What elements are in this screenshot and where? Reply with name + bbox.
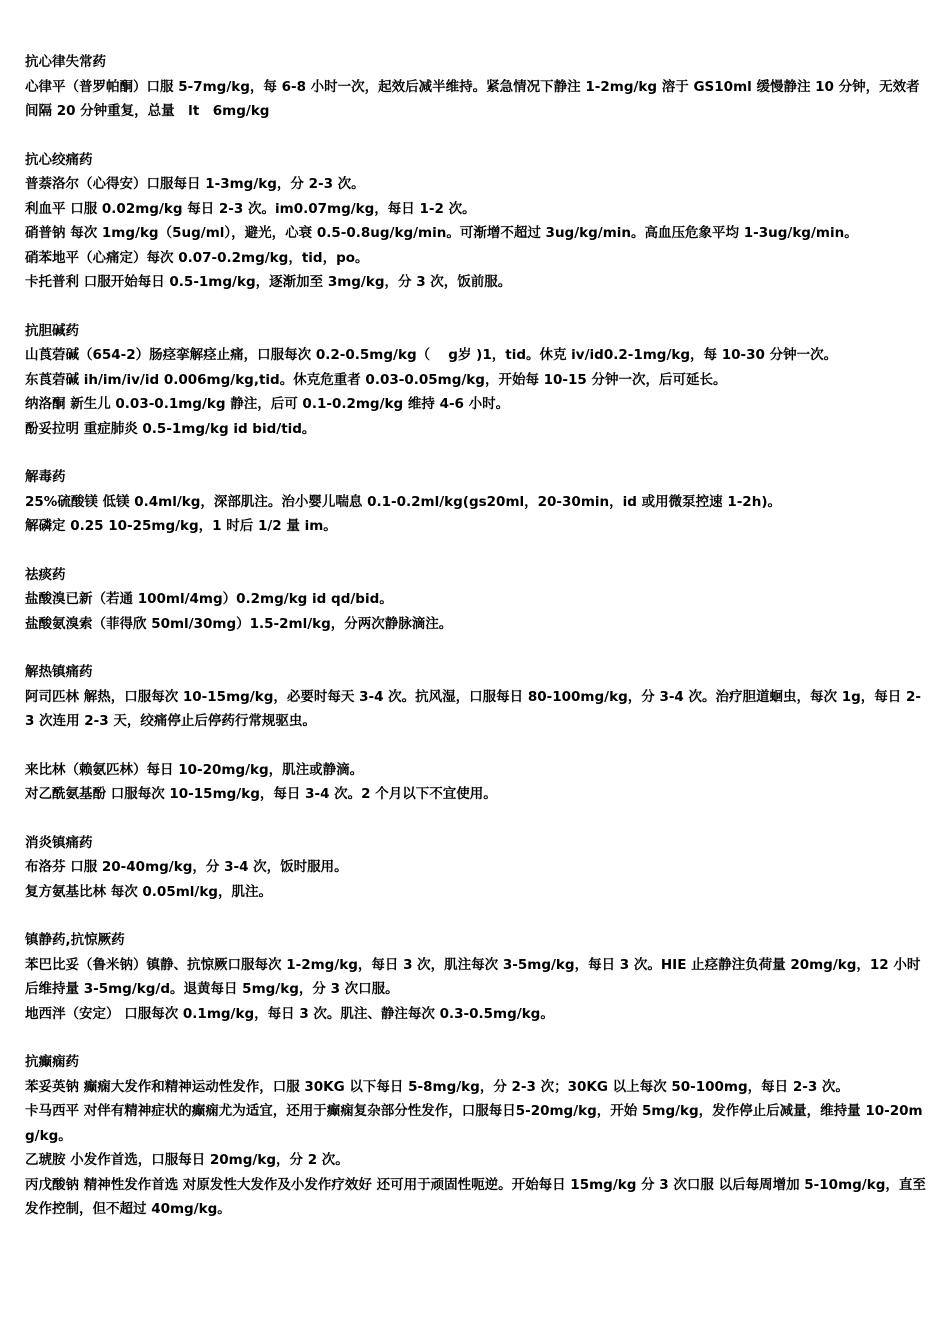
drug-entry: 东莨菪碱 ih/im/iv/id 0.006mg/kg,tid。休克危重者 0.03-0.05mg/kg，开始每 10-15 分钟一次，后可延长。 — [25, 371, 727, 388]
drug-entry: 卡马西平 对伴有精神症状的癫痫尤为适宜，还用于癫痫复杂部分性发作，口服每日5-20mg/kg，开始 5mg/kg，发作停止后减量，维持量 10-20mg/kg。 — [25, 1103, 923, 1144]
drug-entry: 25%硫酸镁 低镁 0.4ml/kg，深部肌注。治小婴儿喘息 0.1-0.2ml/kg(gs20ml，20-30min，id 或用微泵控速 1-2h)。 — [25, 493, 781, 510]
section-anti-inflammatory-analgesic — [25, 831, 930, 905]
section-heading: 解热镇痛药 — [25, 664, 93, 680]
section-heading: 抗胆碱药 — [25, 322, 79, 339]
drug-entry: 纳洛酮 新生儿 0.03-0.1mg/kg 静注，后可 0.1-0.2mg/kg 维持 4-6 小时。 — [25, 396, 510, 412]
section-antidote — [25, 465, 930, 539]
section-heading: 祛痰药 — [25, 566, 66, 583]
section-antiarrhythmic — [25, 50, 930, 124]
drug-entry: 丙戊酸钠 精神性发作首选 对原发性大发作及小发作疗效好 还可用于顽固性呃逆。开始每日 15mg/kg 分 3 次口服 以后每周增加 5-10mg/kg，直至发作控制，但不超过 40mg/kg。 — [25, 1176, 926, 1217]
section-heading: 抗心律失常药 — [25, 54, 106, 70]
drug-entry: 利血平 口服 0.02mg/kg 每日 2-3 次。im0.07mg/kg，每日 1-2 次。 — [25, 200, 476, 217]
drug-entry: 山莨菪碱（654-2）肠痉挛解痉止痛，口服每次 0.2-0.5mg/kg（ g岁 )1，tid。休克 iv/id0.2-1mg/kg，每 10-30 分钟一次。 — [25, 347, 838, 363]
drug-entry: 酚妥拉明 重症肺炎 0.5-1mg/kg id bid/tid。 — [25, 420, 316, 437]
document-page — [25, 50, 930, 1222]
section-heading: 镇静药,抗惊厥药 — [25, 932, 125, 948]
section-heading: 抗心绞痛药 — [25, 151, 93, 168]
drug-entry: 来比林（赖氨匹林）每日 10-20mg/kg，肌注或静滴。 — [25, 761, 364, 778]
paragraph-gap — [25, 734, 930, 758]
drug-entry: 盐酸氨溴索（菲得欣 50ml/30mg）1.5-2ml/kg，分两次静脉滴注。 — [25, 615, 453, 632]
section-antiepileptic — [25, 1050, 930, 1222]
drug-entry: 普萘洛尔（心得安）口服每日 1-3mg/kg，分 2-3 次。 — [25, 176, 365, 192]
drug-entry: 盐酸溴已新（若通 100ml/4mg）0.2mg/kg id qd/bid。 — [25, 591, 393, 607]
section-heading: 解毒药 — [25, 469, 66, 485]
section-heading: 抗癫痫药 — [25, 1054, 79, 1070]
drug-entry: 卡托普利 口服开始每日 0.5-1mg/kg，逐渐加至 3mg/kg，分 3 次，饭前服。 — [25, 274, 512, 290]
drug-entry: 解磷定 0.25 10-25mg/kg，1 时后 1/2 量 im。 — [25, 518, 337, 534]
drug-entry: 乙琥胺 小发作首选，口服每日 20mg/kg，分 2 次。 — [25, 1152, 349, 1168]
section-sedative-anticonvulsant — [25, 928, 930, 1026]
drug-entry: 地西泮（安定） 口服每次 0.1mg/kg，每日 3 次。肌注、静注每次 0.3-0.5mg/kg。 — [25, 1005, 554, 1022]
drug-entry: 心律平（普罗帕酮）口服 5-7mg/kg，每 6-8 小时一次，起效后减半维持。紧急情况下静注 1-2mg/kg 溶于 GS10ml 缓慢静注 10 分钟，无效者间隔 20 分钟重复，总量 lt 6mg/kg — [25, 78, 920, 119]
drug-entry: 对乙酰氨基酚 口服每次 10-15mg/kg，每日 3-4 次。2 个月以下不宜使用。 — [25, 786, 497, 802]
drug-entry: 布洛芬 口服 20-40mg/kg，分 3-4 次，饭时服用。 — [25, 859, 348, 875]
drug-entry: 硝普钠 每次 1mg/kg（5ug/ml），避光，心衰 0.5-0.8ug/kg/min。可渐增不超过 3ug/kg/min。高血压危象平均 1-3ug/kg/min。 — [25, 225, 858, 241]
section-antianginal — [25, 148, 930, 295]
section-expectorant — [25, 563, 930, 637]
drug-entry: 苯巴比妥（鲁米钠）镇静、抗惊厥口服每次 1-2mg/kg，每日 3 次，肌注每次 3-5mg/kg，每日 3 次。HIE 止痉静注负荷量 20mg/kg，12 小时后维持量 3-5mg/kg/d。退黄每日 5mg/kg，分 3 次口服。 — [25, 956, 921, 997]
drug-entry: 硝苯地平（心痛定）每次 0.07-0.2mg/kg，tid，po。 — [25, 249, 369, 266]
drug-entry: 苯妥英钠 癫痫大发作和精神运动性发作，口服 30KG 以下每日 5-8mg/kg，分 2-3 次；30KG 以上每次 50-100mg，每日 2-3 次。 — [25, 1078, 849, 1095]
drug-entry: 复方氨基比林 每次 0.05ml/kg，肌注。 — [25, 883, 272, 900]
drug-entry: 阿司匹林 解热，口服每次 10-15mg/kg，必要时每天 3-4 次。抗风湿，口服每日 80-100mg/kg，分 3-4 次。治疗胆道蛔虫，每次 1g，每日 2-3 次连用 2-3 天，绞痛停止后停药行常规驱虫。 — [25, 688, 921, 729]
section-heading: 消炎镇痛药 — [25, 834, 93, 851]
section-anticholinergic — [25, 319, 930, 442]
section-antipyretic-analgesic — [25, 660, 930, 807]
